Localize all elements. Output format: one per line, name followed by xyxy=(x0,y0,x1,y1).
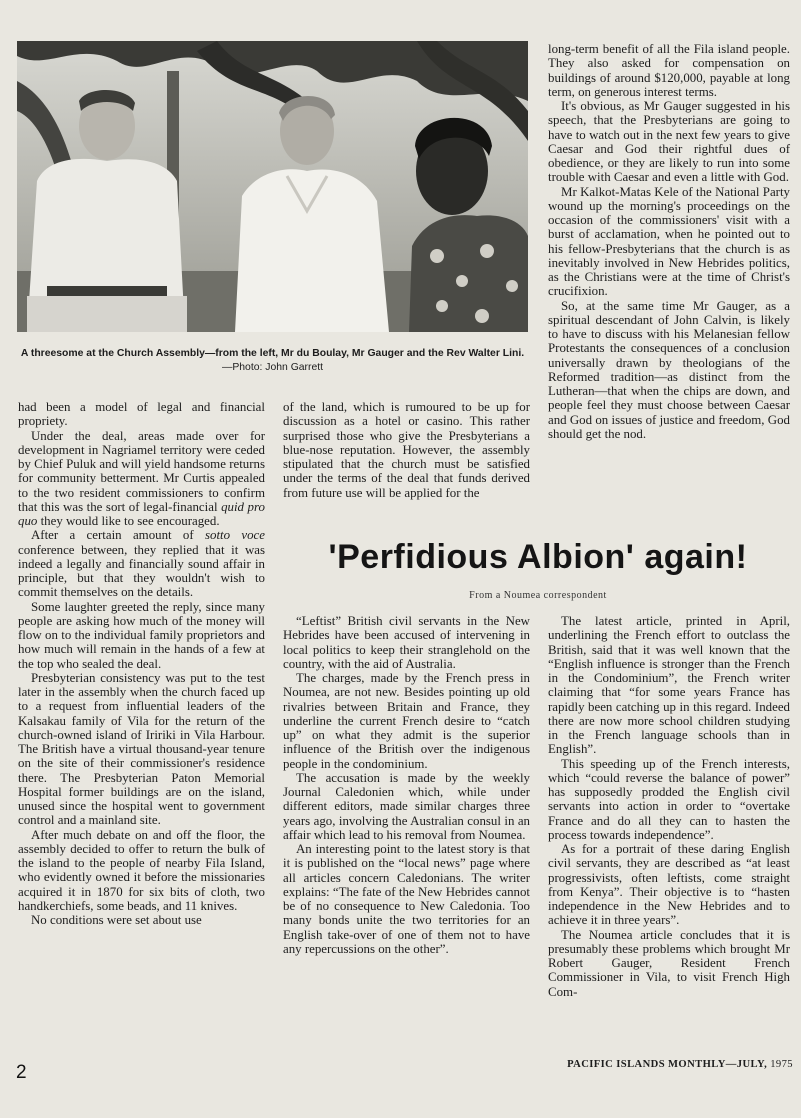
paragraph: had been a model of legal and financial propriety. xyxy=(18,400,265,429)
italic-phrase: quid pro quo xyxy=(18,499,265,528)
news-photo xyxy=(17,41,528,332)
italic-phrase: sotto voce xyxy=(205,528,265,543)
paragraph: No conditions were set about use xyxy=(31,913,202,927)
paragraph: Some laughter greeted the reply, since many people are asking how much of the money will flow on to the individual family proprietors and how much will remain in the hands of a few at the top who sealed the deal. xyxy=(18,599,265,671)
article-headline: 'Perfidious Albion' again! xyxy=(328,538,748,576)
paragraph: “Leftist” British civil servants in the New Hebrides have been accused of intervening in local politics to keep their stranglehold on the country, with the aid of Australia. xyxy=(283,614,530,671)
paragraph: The charges, made by the French press in Noumea, are not new. Besides pointing up old rivalries between Britain and France, they underline the current French desire to “catch up” on what they admit is the superior influence of the British over the indigenous people in the condominium. xyxy=(283,671,530,771)
running-footer xyxy=(567,1059,793,1070)
paragraph: As for a portrait of these daring English civil servants, they are described as “at least progressivists, often leftists, come straight from Kenya”. Their objective is to “hasten independence in the New Hebrides and to achieve it in three years”. xyxy=(548,842,790,928)
paragraph: long-term benefit of all the Fila island people. They also asked for compensation on buildings of around $120,000, payable at long term, on generous interest terms. xyxy=(548,42,790,99)
story2-column-1 xyxy=(283,614,530,956)
story1-column-3 xyxy=(548,42,790,441)
publication-year: 1975 xyxy=(770,1059,793,1070)
paragraph: After much debate on and off the floor, the assembly decided to offer to return the bulk of the island to the people of nearby Fila Island, who evidently owned it before the missionaries acquired it in 1870 for six bits of cloth, two handkerchiefs, some beads, and 11 knives. xyxy=(18,827,265,913)
page-number: 2 xyxy=(16,1062,27,1083)
paragraph: After a certain amount of sotto voce conference between, they replied that it was indeed a legally and financially sound affair in principle, but that they wouldn't wish to commit themselves on the details. xyxy=(18,528,265,600)
story2-column-2 xyxy=(548,614,790,999)
paragraph: The accusation is made by the weekly Journal Caledonien which, while under different editors, made similar charges three years ago, involving the Australian consul in an affair which lead to his removal from Noumea. xyxy=(283,770,530,842)
caption-lead: A threesome at the Church Assembly—from the left, Mr du Boulay, Mr Gauger and the Rev Walter Lini. xyxy=(20,348,525,359)
paragraph: An interesting point to the latest story is that it is published on the “local news” page where all articles concern Caledonians. The writer explains: “The fate of the New Hebrides cannot be of no consequence to New Caledonia. Too many bonds unite the two territories for an English take-over of one of them not to have any repercussions on the other”. xyxy=(283,842,530,956)
publication-name: PACIFIC ISLANDS MONTHLY—JULY, xyxy=(567,1059,768,1070)
paragraph: The Noumea article concludes that it is presumably these problems which brought Mr Robert Gauger, Resident French Commissioner in Vila, to visit French High Com- xyxy=(548,927,790,999)
caption-credit: —Photo: John Garrett xyxy=(221,361,324,373)
paragraph: Mr Kalkot-Matas Kele of the National Party wound up the morning's proceedings on the occasion of the commissioners' visit with a burst of acclamation, when he pointed out to his fellow-Presbyterians that the church is as inevitably involved in New Hebrides politics, as the Christians were at the time of Christ's crucifixion. xyxy=(548,184,790,299)
story1-column-1 xyxy=(18,400,265,927)
paragraph: of the land, which is rumoured to be up for discussion as a hotel or casino. This rather surprised those who give the Presbyterians a blue-nose reputation. However, the assembly stipulated that the church must be satisfied under the terms of the deal that funds derived from future use will be applied for the xyxy=(283,400,530,500)
paragraph: So, at the same time Mr Gauger, as a spiritual descendant of John Calvin, is likely to have to discuss with his Melanesian fellow Protestants the consequences of a conclusion universally drawn by theologians of the Reformed tradition—as distinct from the Lutheran—that when the chips are down, and people feel they must choose between Caesar and God on issues of justice and freedom, God should get the nod. xyxy=(548,298,790,441)
paragraph: It's obvious, as Mr Gauger suggested in his speech, that the Presbyterians are going to have to watch out in the next few years to give Caesar and God their rightful dues of obedience, or they are likely to run into some trouble with Caesar and even a little with God. xyxy=(548,99,790,185)
paragraph: Presbyterian consistency was put to the test later in the assembly when the church faced up to a request from influential leaders of the Kalsakau family of Vila for the return of the church-owned island of Iririki in Vila Harbour. The British have a virtual thousand-year tenure on the site of their commissioner's residence there. The Presbyterian Paton Memorial Hospital former buildings are on the island, unused since the hospital went to government control and a mainland site. xyxy=(18,670,265,828)
article-byline: From a Noumea correspondent xyxy=(469,590,607,601)
story1-column-2 xyxy=(283,400,530,500)
paragraph: Under the deal, areas made over for development in Nagriamel territory were ceded by Chief Puluk and will yield handsome returns for community betterment. Mr Curtis appealed to the two resident commissioners to confirm that this was the sort of legal-financial quid pro quo they would like to see encouraged. xyxy=(18,428,265,528)
paragraph: The latest article, printed in April, underlining the French effort to outclass the British, said that it was well known that the “English influence is stronger than the French in the Condominium”, the French writer claiming that “for some years France has rapidly been catching up in this regard. Indeed there are now more school children studying in the French language schools than in English”. xyxy=(548,614,790,757)
photo-caption xyxy=(17,347,528,374)
paragraph: This speeding up of the French interests, which “could reverse the balance of power” has supposedly prodded the English civil servants into action in order to “overtake France and do all they can to hasten the process towards independence”. xyxy=(548,756,790,842)
